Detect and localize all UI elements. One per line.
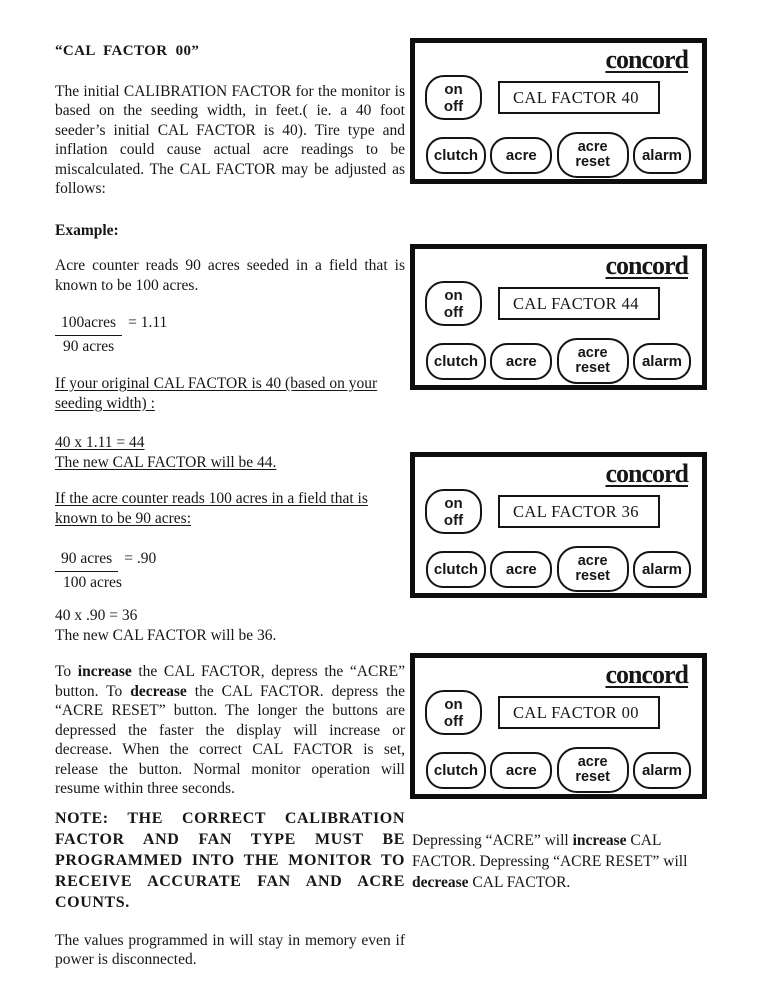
example-heading: Example: <box>55 221 119 239</box>
acre-button[interactable]: acre <box>490 343 552 380</box>
on-off-button[interactable] <box>425 690 482 735</box>
math-block-1 <box>55 433 405 472</box>
caption-text-1: Depressing “ACRE” will <box>412 832 573 849</box>
monitor-panel-3 <box>410 452 707 598</box>
monitor-panel-4 <box>410 653 707 799</box>
adjust-paragraph <box>55 662 405 799</box>
acre-button[interactable]: acre <box>490 137 552 174</box>
adjust-text-3: the CAL FACTOR. depress the “ACRE RESET” button. The longer the buttons are depressed the faster the display will increase or decrease. When the correct CAL FACTOR is set, release the button. Normal monitor operation will resume within three seconds. <box>55 682 406 797</box>
acre-reset-label-line2: reset <box>575 568 610 585</box>
acre-reset-label-line2: reset <box>575 154 610 171</box>
alarm-button[interactable]: alarm <box>633 343 691 380</box>
off-label: off <box>443 712 464 730</box>
page-title: “CAL FACTOR 00” <box>55 43 200 59</box>
concord-logo: concord <box>605 45 688 74</box>
caption-bold-decrease: decrease <box>412 874 469 891</box>
adjust-bold-increase: increase <box>77 663 132 680</box>
clutch-button[interactable]: clutch <box>426 752 486 789</box>
alarm-button[interactable]: alarm <box>633 137 691 174</box>
fraction-2-top <box>55 548 405 572</box>
cal-factor-display: CAL FACTOR 36 <box>498 495 660 528</box>
acre-reset-button[interactable] <box>557 132 629 178</box>
alarm-button[interactable]: alarm <box>633 551 691 588</box>
concord-logo: concord <box>605 459 688 488</box>
monitor-panel-1 <box>410 38 707 184</box>
text-column <box>55 42 405 970</box>
on-label: on <box>444 286 463 304</box>
clutch-button[interactable]: clutch <box>426 551 486 588</box>
underlined-rule-1: If your original CAL FACTOR is 40 (based on your seeding width) : <box>55 375 378 412</box>
fraction-2 <box>55 548 405 594</box>
caption-text-3: CAL FACTOR. <box>468 874 571 891</box>
monitor-panel-2 <box>410 244 707 390</box>
caption-bold-increase: increase <box>572 832 627 849</box>
adjust-bold-decrease: decrease <box>130 682 187 700</box>
off-label: off <box>443 97 464 115</box>
example-intro-paragraph: Acre counter reads 90 acres seeded in a field that is known to be 100 acres. <box>55 257 405 294</box>
concord-logo: concord <box>605 251 688 280</box>
adjust-text-2: the CAL FACTOR, depress the “ACRE” button. To <box>55 663 406 700</box>
acre-button[interactable]: acre <box>490 752 552 789</box>
concord-logo: concord <box>605 660 688 689</box>
acre-reset-button[interactable] <box>557 338 629 384</box>
acre-button[interactable]: acre <box>490 551 552 588</box>
acre-reset-label-line1: acre <box>577 345 608 362</box>
on-off-button[interactable] <box>425 489 482 534</box>
adjust-text-1: To <box>55 663 78 680</box>
caption-text-2: CAL FACTOR. Depressing “ACRE RESET” will <box>412 832 688 870</box>
note-paragraph: NOTE: THE CORRECT CALIBRATION FACTOR AND FAN TYPE MUST BE PROGRAMMED INTO THE MONITOR TO RECEIVE ACCURATE FAN AND ACRE COUNTS. <box>55 809 405 911</box>
alarm-button[interactable]: alarm <box>633 752 691 789</box>
acre-reset-label-line1: acre <box>577 553 608 570</box>
fraction-1 <box>55 312 405 358</box>
fraction-2-numerator: 90 acres <box>55 548 118 572</box>
fraction-1-denominator: 90 acres <box>63 338 115 355</box>
acre-reset-button[interactable] <box>557 747 629 793</box>
cal-factor-display: CAL FACTOR 44 <box>498 287 660 320</box>
on-off-button[interactable] <box>425 75 482 120</box>
fraction-2-result: = .90 <box>124 550 157 567</box>
intro-paragraph: The initial CALIBRATION FACTOR for the monitor is based on the seeding width, in feet.( ie. a 40 foot seeder’s initial CAL FACTOR is 40). Tire type and inflation could cause actual acre readings to be miscalculated. The CAL FACTOR may be adjusted as follows: <box>55 82 405 197</box>
math-2-line-1: 40 x .90 = 36 <box>55 607 138 624</box>
acre-reset-label-line2: reset <box>575 360 610 377</box>
on-off-button[interactable] <box>425 281 482 326</box>
clutch-button[interactable]: clutch <box>426 137 486 174</box>
on-label: on <box>444 494 463 512</box>
acre-reset-label-line1: acre <box>577 754 608 771</box>
fraction-1-numerator: 100acres <box>55 312 122 336</box>
fraction-1-result: = 1.11 <box>128 314 168 331</box>
off-label: off <box>443 303 464 321</box>
cal-factor-display: CAL FACTOR 00 <box>498 696 660 729</box>
acre-reset-button[interactable] <box>557 546 629 592</box>
acre-reset-label-line1: acre <box>577 139 608 156</box>
math-block-2 <box>55 606 405 645</box>
math-1-line-2: The new CAL FACTOR will be 44. <box>55 453 277 471</box>
fraction-1-top <box>55 312 405 336</box>
on-label: on <box>444 695 463 713</box>
on-label: on <box>444 80 463 98</box>
acre-reset-label-line2: reset <box>575 769 610 786</box>
clutch-button[interactable]: clutch <box>426 343 486 380</box>
math-1-line-1: 40 x 1.11 = 44 <box>55 434 145 451</box>
memory-paragraph: The values programmed in will stay in memory even if power is disconnected. <box>55 931 405 968</box>
off-label: off <box>443 511 464 529</box>
math-2-line-2: The new CAL FACTOR will be 36. <box>55 626 277 644</box>
fraction-2-denominator: 100 acres <box>63 574 122 591</box>
panel-caption <box>412 830 708 893</box>
cal-factor-display: CAL FACTOR 40 <box>498 81 660 114</box>
underlined-rule-2: If the acre counter reads 100 acres in a field that is known to be 90 acres: <box>55 490 368 527</box>
